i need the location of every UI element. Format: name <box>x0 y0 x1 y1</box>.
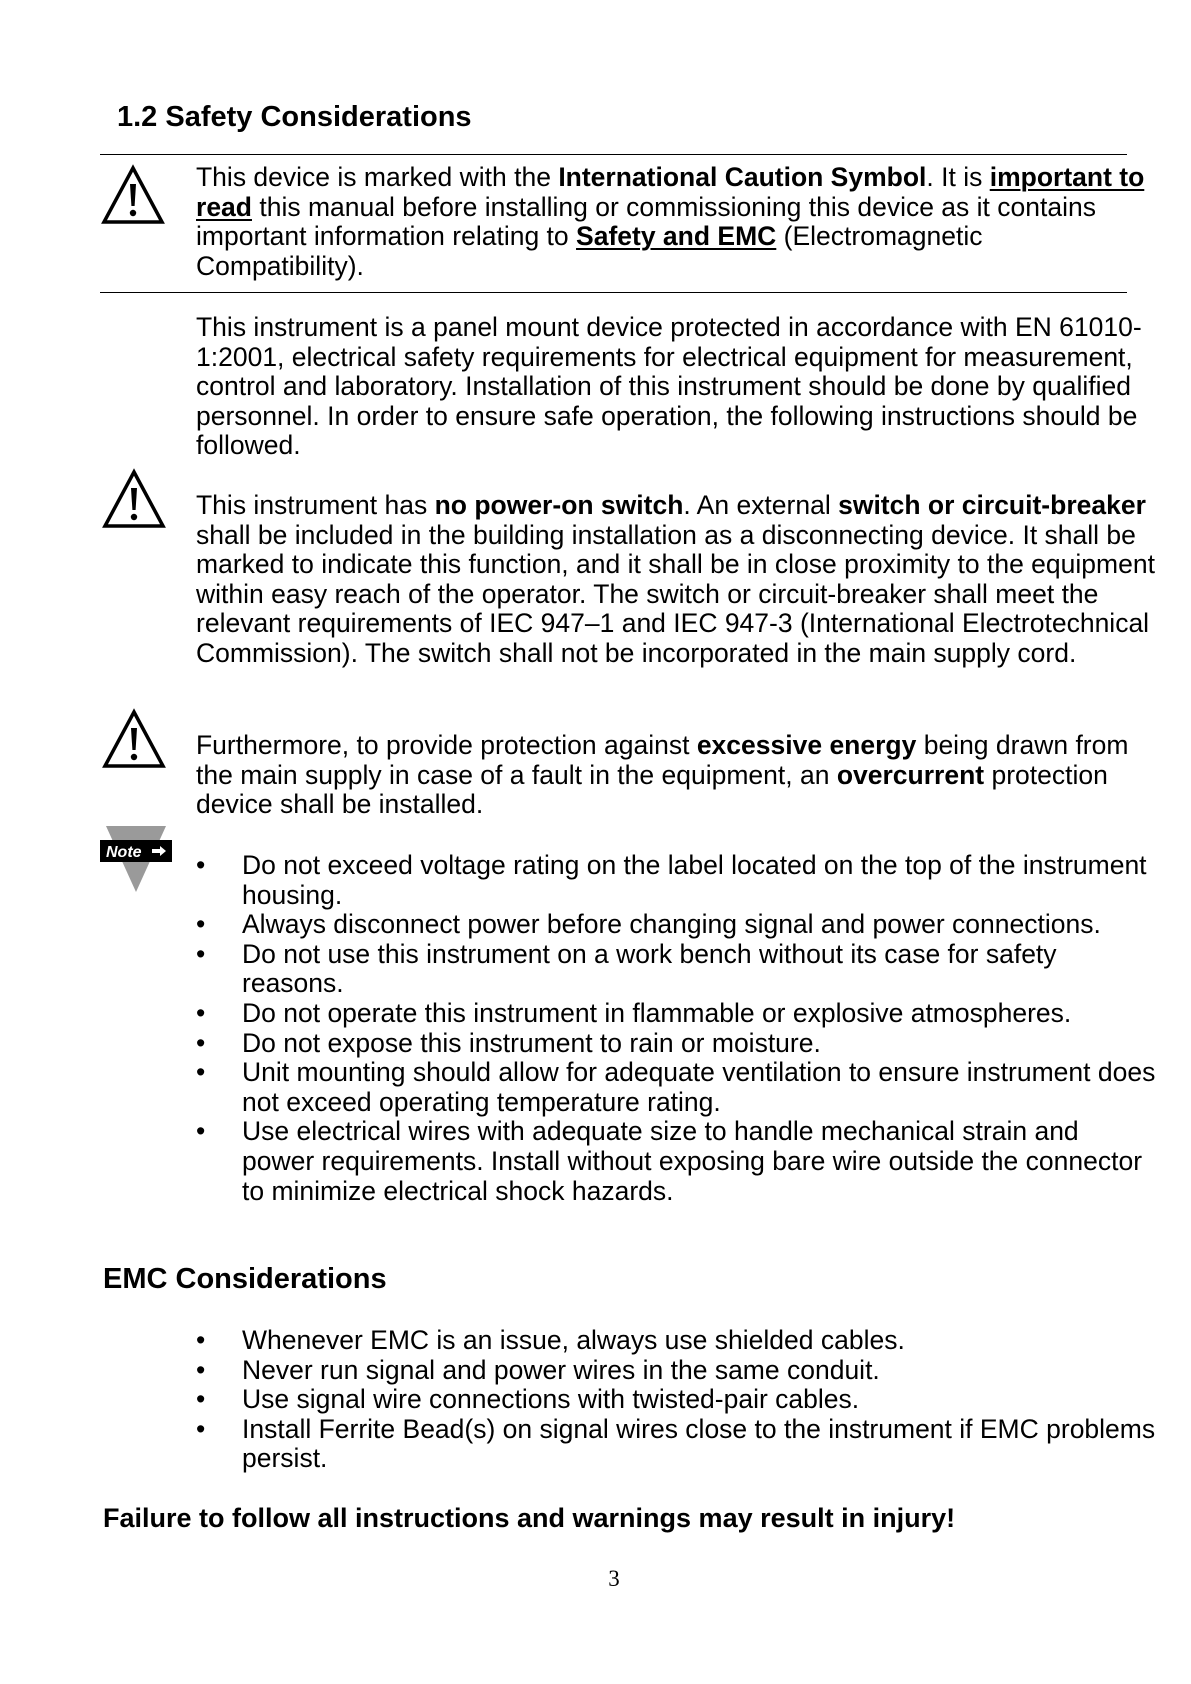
caution-triangle-icon <box>101 164 165 226</box>
list-item: • Install Ferrite Bead(s) on signal wires close to the instrument if EMC problems persist. <box>196 1413 1156 1474</box>
bullet: • <box>196 1354 206 1385</box>
note-icon-label: Note <box>106 844 142 861</box>
list-item: • Never run signal and power wires in the same conduit. <box>196 1354 880 1385</box>
caution-triangle-icon <box>102 708 166 770</box>
section-title: 1.2 Safety Considerations <box>117 101 472 133</box>
list-item: • Whenever EMC is an issue, always use shielded cables. <box>196 1325 905 1355</box>
list-item: • Always disconnect power before changing signal and power connections. <box>196 909 1101 940</box>
caution-bottom-rule <box>100 292 1127 293</box>
bullet: • <box>196 1116 206 1147</box>
intro-paragraph: This instrument is a panel mount device protected in accordance with EN 61010-1:2001, electrical safety requirements for electrical equipment for measurement, control and laboratory. Installation of this instrument should be done by qualified personnel. In order to ensure safe operation, the following instructions should be followed. <box>196 312 1142 461</box>
note-icon <box>100 824 172 894</box>
caution-triangle-icon <box>102 468 166 530</box>
list-item: • Do not operate this instrument in flammable or explosive atmospheres. <box>196 997 1072 1028</box>
switch-warning-paragraph: This instrument has no power-on switch. An external switch or circuit-breaker shall be included in the building installation as a disconnecting device. It shall be marked to indicate this function, and it shall be in close proximity to the equipment within easy reach of the operator. The switch or circuit-breaker shall meet the relevant requirements of IEC 947–1 and IEC 947-3 (International Electrotechnical Commission). The switch shall not be incorporated in the main supply cord. <box>196 490 1155 668</box>
caution-top-rule <box>100 154 1127 155</box>
bullet: • <box>196 997 206 1028</box>
list-item: • Do not expose this instrument to rain or moisture. <box>196 1027 821 1058</box>
safety-instructions-list <box>196 851 1156 1206</box>
bullet: • <box>196 850 206 880</box>
bullet: • <box>196 909 206 940</box>
bullet: • <box>196 1027 206 1058</box>
bullet: • <box>196 1384 206 1415</box>
energy-warning-paragraph: Furthermore, to provide protection against excessive energy being drawn from the main supply in case of a fault in the equipment, an overcurrent protection device shall be installed. <box>196 730 1129 820</box>
bullet: • <box>196 1413 206 1444</box>
list-item: • Use signal wire connections with twisted-pair cables. <box>196 1384 860 1415</box>
list-item: • Unit mounting should allow for adequate ventilation to ensure instrument does not exceed operating temperature rating. <box>196 1057 1156 1117</box>
list-item: • Do not use this instrument on a work bench without its case for safety reasons. <box>196 938 1057 999</box>
final-warning: Failure to follow all instructions and warnings may result in injury! <box>103 1503 956 1533</box>
bullet: • <box>196 938 206 969</box>
page-number: 3 <box>608 1566 620 1591</box>
list-item: • Use electrical wires with adequate size to handle mechanical strain and power requirements. Install without exposing bare wire outside the connector to minimize electrical shock hazards. <box>196 1116 1143 1206</box>
emc-list <box>196 1326 1156 1474</box>
emc-section-title: EMC Considerations <box>103 1263 387 1295</box>
caution-paragraph: This device is marked with the International Caution Symbol. It is important to read this manual before installing or commissioning this device as it contains important information relating to Safety and EMC (Electromagnetic Compatibility). <box>196 162 1145 281</box>
bullet: • <box>196 1325 206 1355</box>
bullet: • <box>196 1057 206 1088</box>
list-item: • Do not exceed voltage rating on the label located on the top of the instrument housing. <box>196 850 1147 910</box>
